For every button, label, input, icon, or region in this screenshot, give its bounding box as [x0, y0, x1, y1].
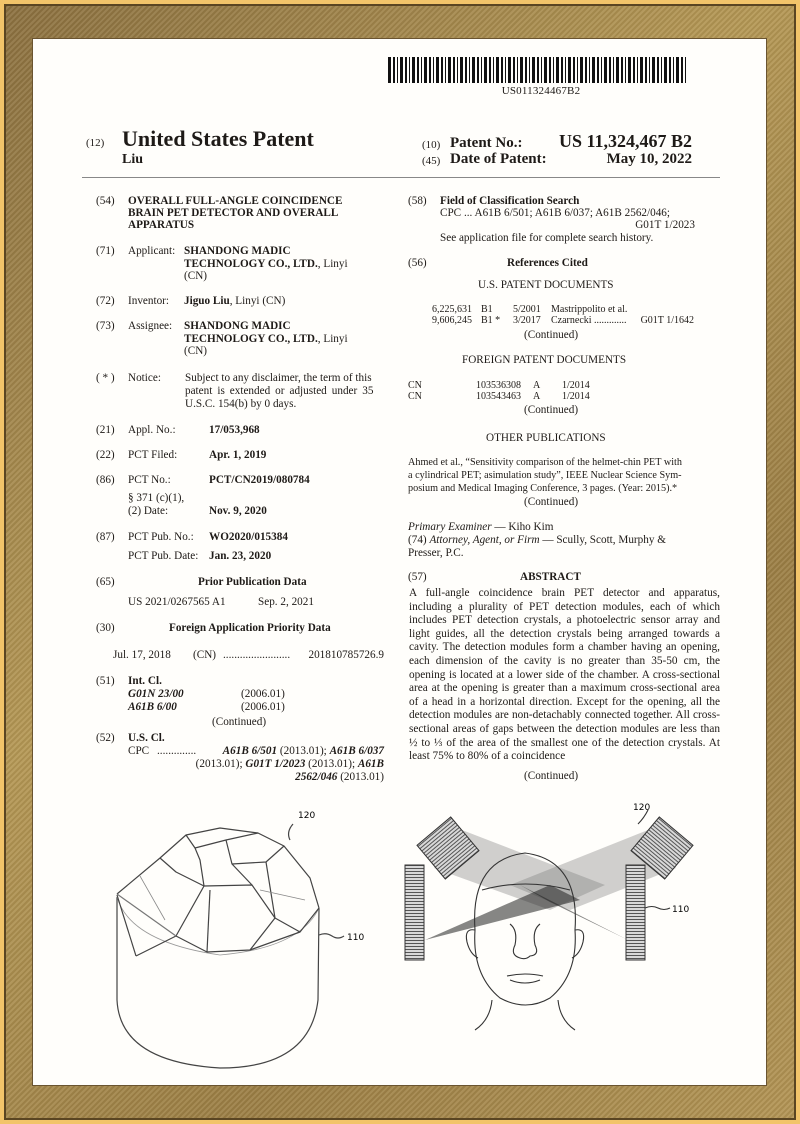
us-doc-2-name: Czarnecki .............	[551, 315, 627, 326]
code-71: (71)	[96, 245, 115, 257]
prior-pub-heading: Prior Publication Data	[198, 576, 307, 588]
us-cl-version-2: (2013.01);	[195, 758, 246, 770]
us-cl-class-2: A61B 6/037	[329, 745, 384, 757]
code-22: (22)	[96, 449, 115, 461]
barcode-bar	[589, 57, 590, 83]
examiner-label: Primary Examiner	[408, 521, 492, 533]
barcode-bar	[580, 57, 583, 83]
header-rule	[82, 177, 720, 178]
appl-no-value: 17/053,968	[209, 424, 260, 436]
barcode-bar	[640, 57, 643, 83]
int-cl-heading: Int. Cl.	[128, 675, 162, 687]
barcode-bar	[556, 57, 559, 83]
us-cl-line-3	[295, 771, 384, 784]
barcode-bar	[561, 57, 563, 83]
barcode-bar	[541, 57, 542, 83]
barcode-bar	[609, 57, 611, 83]
us-doc-2-kind: B1 *	[481, 315, 501, 326]
code-56: (56)	[408, 257, 427, 269]
barcode-bar	[681, 57, 683, 83]
assignee-line-1: SHANDONG MADIC	[184, 320, 291, 332]
barcode-bar	[508, 57, 511, 83]
code-57: (57)	[408, 571, 427, 583]
barcode-text: US011324467B2	[501, 85, 581, 97]
prior-pub-number: US 2021/0267565 A1	[128, 596, 226, 608]
barcode-bar	[453, 57, 455, 83]
code-30: (30)	[96, 622, 115, 634]
beam-left-lower	[425, 885, 580, 940]
code-notice: ( * )	[96, 372, 115, 384]
barcode-bar	[565, 57, 566, 83]
us-doc-1-no: 6,225,631	[432, 304, 472, 315]
foreign-doc-1-date: 1/2014	[562, 380, 590, 391]
barcode-bar	[604, 57, 607, 83]
date-of-patent-label: Date of Patent:	[450, 151, 547, 167]
notice-label: Notice:	[128, 372, 161, 384]
inventor-value	[184, 295, 285, 308]
applicant-line-2	[184, 258, 348, 271]
barcode-bar	[577, 57, 578, 83]
section-371-date-label: (2) Date:	[128, 505, 169, 517]
pct-pub-date-value: Jan. 23, 2020	[209, 550, 272, 562]
foreign-doc-2-date: 1/2014	[562, 391, 590, 402]
title-line-2: BRAIN PET DETECTOR AND OVERALL	[128, 207, 339, 219]
barcode-bar	[445, 57, 446, 83]
code-45: (45)	[422, 155, 441, 167]
barcode-bar	[616, 57, 619, 83]
foreign-doc-2-country: CN	[408, 391, 422, 402]
examiner-name: Kiho Kim	[508, 521, 554, 533]
leader-110	[645, 907, 670, 910]
barcode-bar	[412, 57, 415, 83]
barcode-bar	[573, 57, 575, 83]
inventor-label: Inventor:	[128, 295, 170, 307]
other-pub-line-2: a cylindrical PET; asimulation study”, IEEE Nuclear Science Sym-	[408, 470, 682, 481]
barcode-bar	[657, 57, 659, 83]
assignee-line-2	[184, 333, 348, 346]
applicant-city: , Linyi	[317, 258, 348, 270]
section-371-label: § 371 (c)(1),	[128, 492, 185, 504]
barcode-bar	[661, 57, 662, 83]
abstract-text: A full-angle coincidence brain PET detector and apparatus, including a plurality of PET detection modules, each of which includes PET detection crystals, a photoelectric sensor array and light guides, all the detection crystals being arranged towards a cavity. The detection modules form a chamber having an opening, each dimension of the cavity is no greater than 35-50 cm, the opening is located at a lower side of the chamber. A cross-sectional area at the opening is greater than a maximum cross-sectional area of a head in a horizontal direction. Except for the opening, all the detection modules are non-detachably connected together. All cross-sectional areas of gaps between the detection modules are less than ½ to ⅓ of the area of the smallest one of the detection crystals. At least 75% to 80% of a coincidence	[409, 587, 720, 763]
us-cl-class-4a: A61B	[357, 758, 384, 770]
field-search-heading: Field of Classification Search	[440, 195, 580, 207]
us-cl-class-1: A61B 6/501	[222, 745, 278, 757]
field-search-note: See application file for complete search history.	[440, 232, 654, 244]
priority-date: Jul. 17, 2018	[113, 649, 171, 661]
code-73: (73)	[96, 320, 115, 332]
title-line-1: OVERALL FULL-ANGLE COINCIDENCE	[128, 195, 343, 207]
us-cl-cpc-label: CPC	[128, 745, 150, 757]
barcode-bar	[465, 57, 467, 83]
label-110: 110	[347, 933, 365, 943]
us-docs-heading: U.S. PATENT DOCUMENTS	[478, 279, 614, 291]
us-cl-version-3: (2013.01);	[305, 758, 358, 770]
pct-no-label: PCT No.:	[128, 474, 171, 486]
barcode-bar	[397, 57, 398, 83]
barcode-bar	[613, 57, 614, 83]
assignee-label: Assignee:	[128, 320, 173, 332]
pct-filed-label: PCT Filed:	[128, 449, 178, 461]
barcode-bar	[417, 57, 419, 83]
date-of-patent: May 10, 2022	[606, 151, 692, 167]
us-cl-dots: ..............	[157, 745, 197, 757]
barcode-bar	[676, 57, 679, 83]
applicant-label: Applicant:	[128, 245, 176, 257]
barcode-bar	[637, 57, 638, 83]
primary-examiner	[408, 521, 553, 534]
barcode-bar	[484, 57, 487, 83]
barcode-bar	[601, 57, 602, 83]
code-87: (87)	[96, 531, 115, 543]
applicant-company: TECHNOLOGY CO., LTD.	[184, 258, 318, 270]
us-cl-version-4: (2013.01)	[337, 771, 384, 783]
inventor-name: Jiguo Liu	[184, 295, 230, 307]
code-65: (65)	[96, 576, 115, 588]
abstract-heading: ABSTRACT	[520, 571, 581, 583]
leader-120	[289, 824, 293, 840]
other-pub-line-3: posium and Medical Imaging Conference, 3 pages. (Year: 2015).*	[408, 483, 678, 494]
other-pub-line-1: Ahmed et al., “Sensitivity comparison of the helmet-chin PET with	[408, 457, 682, 468]
barcode-bar	[409, 57, 410, 83]
assignee-city: , Linyi	[317, 333, 348, 345]
code-72: (72)	[96, 295, 115, 307]
code-74: (74)	[408, 534, 427, 546]
int-cl-version-2: (2006.01)	[241, 701, 285, 713]
us-doc-1-name: Mastrippolito et al.	[551, 304, 628, 315]
cylinder-body	[117, 897, 319, 1068]
title-line-3: APPARATUS	[128, 219, 195, 231]
nose	[510, 924, 540, 959]
field-search-cpc: CPC ... A61B 6/501; A61B 6/037; A61B 2562/046;	[440, 207, 671, 219]
label-120: 120	[298, 811, 316, 821]
barcode	[388, 57, 694, 83]
figure-head-detectors	[400, 790, 720, 1070]
barcode-bar	[421, 57, 422, 83]
barcode-bar	[493, 57, 494, 83]
pct-pub-no-label: PCT Pub. No.:	[128, 531, 194, 543]
code-54: (54)	[96, 195, 115, 207]
barcode-bar	[477, 57, 479, 83]
int-cl-class-1: G01N 23/00	[128, 688, 184, 700]
label-120: 120	[633, 803, 651, 813]
assignee-country: (CN)	[184, 345, 207, 357]
notice-line-3: U.S.C. 154(b) by 0 days.	[185, 398, 297, 410]
us-cl-class-3: G01T 1/2023	[245, 758, 306, 770]
barcode-bar	[621, 57, 623, 83]
barcode-bar	[436, 57, 439, 83]
barcode-bar	[472, 57, 475, 83]
notice-line-1: Subject to any disclaimer, the term of this	[185, 372, 372, 384]
pct-no-value: PCT/CN2019/080784	[209, 474, 310, 486]
foreign-priority-heading: Foreign Application Priority Data	[169, 622, 331, 634]
barcode-bar	[628, 57, 631, 83]
attorney	[408, 534, 666, 547]
pct-filed-value: Apr. 1, 2019	[209, 449, 267, 461]
barcode-bar	[448, 57, 451, 83]
barcode-bar	[513, 57, 515, 83]
us-doc-1-kind: B1	[481, 304, 493, 315]
code-51: (51)	[96, 675, 115, 687]
attorney-dash: —	[539, 534, 557, 546]
attorney-firm-1: Scully, Scott, Murphy &	[556, 534, 666, 546]
other-pubs-continued: (Continued)	[524, 496, 579, 508]
code-21: (21)	[96, 424, 115, 436]
barcode-bar	[525, 57, 527, 83]
barcode-bar	[496, 57, 499, 83]
foreign-doc-1-country: CN	[408, 380, 422, 391]
barcode-bar	[469, 57, 470, 83]
detector-right	[626, 865, 645, 960]
mouth	[507, 974, 543, 983]
barcode-bar	[549, 57, 551, 83]
barcode-bar	[529, 57, 530, 83]
applicant-line-1: SHANDONG MADIC	[184, 245, 291, 257]
code-10: (10)	[422, 139, 441, 151]
us-docs-continued: (Continued)	[524, 329, 579, 341]
barcode-bar	[685, 57, 686, 83]
barcode-bar	[633, 57, 635, 83]
barcode-bar	[645, 57, 647, 83]
barcode-bar	[544, 57, 547, 83]
code-86: (86)	[96, 474, 115, 486]
code-58: (58)	[408, 195, 427, 207]
foreign-docs-heading: FOREIGN PATENT DOCUMENTS	[462, 354, 627, 366]
barcode-bar	[664, 57, 667, 83]
examiner-dash: —	[491, 521, 509, 533]
priority-dots: ........................	[223, 649, 291, 661]
attorney-label: Attorney, Agent, or Firm	[429, 534, 540, 546]
code-52: (52)	[96, 732, 115, 744]
notice-line-2: patent is extended or adjusted under 35	[185, 385, 374, 397]
barcode-bar	[501, 57, 503, 83]
barcode-bar	[433, 57, 434, 83]
barcode-bar	[592, 57, 595, 83]
pct-pub-date-label: PCT Pub. Date:	[128, 550, 199, 562]
barcode-bar	[457, 57, 458, 83]
field-search-cpc-2: G01T 1/2023	[635, 219, 695, 231]
barcode-bar	[673, 57, 674, 83]
attorney-firm-2: Presser, P.C.	[408, 547, 464, 559]
foreign-doc-2-kind: A	[533, 391, 541, 402]
barcode-bar	[429, 57, 431, 83]
barcode-bar	[393, 57, 395, 83]
barcode-bar	[481, 57, 482, 83]
int-cl-version-1: (2006.01)	[241, 688, 285, 700]
barcode-bar	[585, 57, 587, 83]
foreign-doc-1-no: 103536308	[476, 380, 521, 391]
priority-number: 201810785726.9	[308, 649, 384, 661]
code-12: (12)	[86, 137, 105, 149]
barcode-bar	[405, 57, 407, 83]
barcode-bar	[669, 57, 671, 83]
barcode-bar	[537, 57, 539, 83]
barcode-bar	[532, 57, 535, 83]
us-cl-heading: U.S. Cl.	[128, 732, 165, 744]
us-doc-1-date: 5/2001	[513, 304, 541, 315]
us-cl-class-4b: 2562/046	[295, 771, 338, 783]
assignee-company: TECHNOLOGY CO., LTD.	[184, 333, 318, 345]
barcode-bar	[652, 57, 655, 83]
foreign-doc-1-kind: A	[533, 380, 541, 391]
us-doc-2-no: 9,606,245	[432, 315, 472, 326]
prior-pub-date: Sep. 2, 2021	[258, 596, 314, 608]
abstract-continued: (Continued)	[524, 770, 579, 782]
label-110: 110	[672, 905, 690, 915]
patent-number: US 11,324,467 B2	[558, 131, 692, 151]
section-371-date-value: Nov. 9, 2020	[209, 505, 267, 517]
inventor-surname: Liu	[122, 152, 144, 167]
us-cl-line-1	[223, 745, 384, 758]
barcode-bar	[489, 57, 491, 83]
us-cl-line-2	[196, 758, 384, 771]
barcode-bar	[460, 57, 463, 83]
foreign-docs-continued: (Continued)	[524, 404, 579, 416]
priority-country: (CN)	[193, 649, 216, 661]
barcode-bar	[553, 57, 554, 83]
barcode-bar	[597, 57, 599, 83]
foreign-doc-2-no: 103543463	[476, 391, 521, 402]
barcode-bar	[520, 57, 523, 83]
references-heading: References Cited	[507, 257, 588, 269]
int-cl-class-2: A61B 6/00	[128, 701, 177, 713]
pct-pub-no-value: WO2020/015384	[209, 531, 288, 543]
barcode-bar	[568, 57, 571, 83]
barcode-bar	[441, 57, 443, 83]
appl-no-label: Appl. No.:	[128, 424, 176, 436]
figure-detector-cylinder	[100, 800, 400, 1080]
int-cl-continued: (Continued)	[212, 716, 267, 728]
applicant-country: (CN)	[184, 270, 207, 282]
document-title: United States Patent	[122, 126, 314, 151]
patent-no-label: Patent No.:	[450, 135, 523, 151]
us-doc-2-class: G01T 1/1642	[640, 315, 694, 326]
us-cl-version-1: (2013.01);	[277, 745, 330, 757]
barcode-bar	[517, 57, 518, 83]
barcode-bar	[424, 57, 427, 83]
barcode-bar	[505, 57, 506, 83]
barcode-bar	[388, 57, 391, 83]
leader-110	[319, 934, 344, 938]
other-pubs-heading: OTHER PUBLICATIONS	[486, 432, 606, 444]
barcode-bar	[649, 57, 650, 83]
inventor-location: , Linyi (CN)	[229, 295, 286, 307]
barcode-bar	[400, 57, 403, 83]
barcode-bar	[625, 57, 626, 83]
us-doc-2-date: 3/2017	[513, 315, 541, 326]
detector-left	[405, 865, 424, 960]
